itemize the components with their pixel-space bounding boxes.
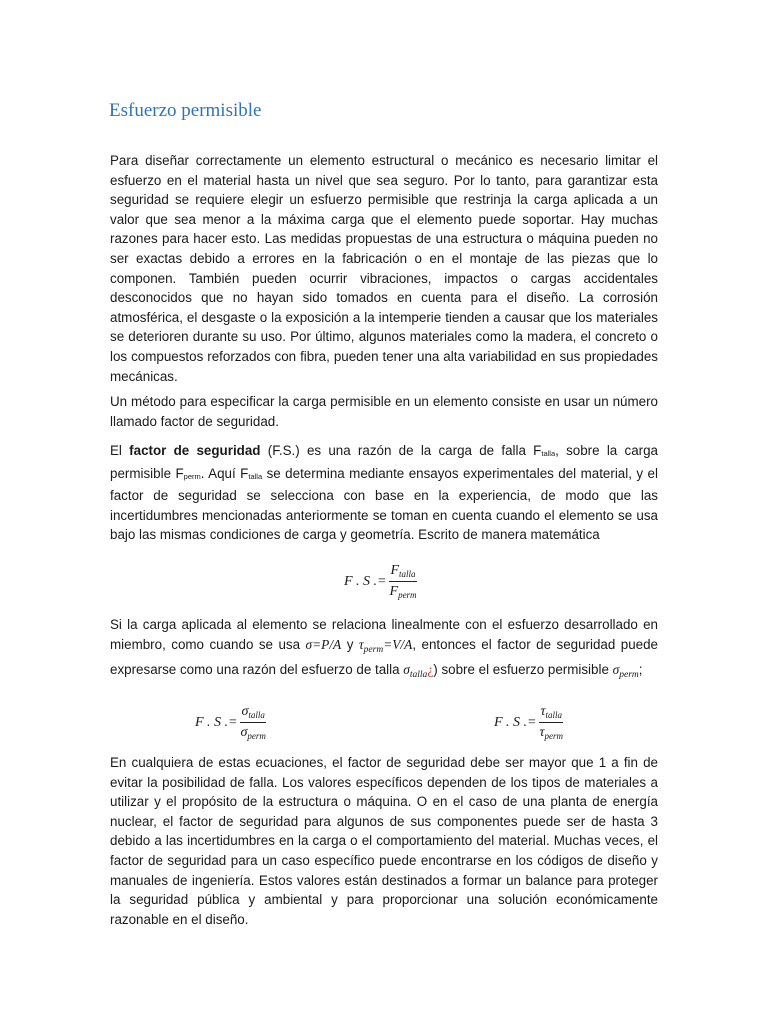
paragraph-safety-factor	[110, 441, 658, 545]
symbol: F	[389, 584, 399, 599]
subscript: perm	[183, 471, 201, 481]
subscript: talla	[545, 710, 563, 720]
paragraph-intro: Para diseñar correctamente un elemento estructural o mecánico es necesario limitar el esfuerzo en el material hasta un nivel que sea seguro. Por lo tanto, para garantizar esta seguridad se requiere elegir un esfuerzo permisible que restrinja la carga aplicada a un valor que sea menor a la máxima carga que el elemento puede soportar. Hay muchas razones para hacer esto. Las medidas propuestas de una estructura o máquina pueden no ser exactas debido a errores en la fabricación o en el montaje de las piezas que lo componen. También pueden ocurrir vibraciones, impactos o cargas accidentales desconocidos que no hayan sido tomados en cuenta para el diseño. La corrosión atmosférica, el desgaste o la exposición a la intemperie tienden a causar que los materiales se deterioren durante su uso. Por último, algunos materiales como la madera, el concreto o los compuestos reforzados con fibra, pueden tener una alta variabilidad en sus propiedades mecánicas.	[110, 153, 658, 384]
subscript: talla	[409, 670, 428, 681]
text: (F.S.) es una razón de la carga de falla F	[260, 443, 542, 458]
subscript: talla	[248, 710, 265, 720]
symbol: ¿	[427, 662, 434, 678]
equation-lhs: F . S .=	[195, 714, 238, 730]
paragraph-linear-relation	[110, 615, 658, 686]
symbol: τ	[358, 636, 364, 652]
symbol: σ	[241, 704, 249, 719]
subscript: talla	[399, 569, 416, 579]
equation-lhs: F . S .=	[494, 714, 537, 730]
inline-math	[612, 662, 639, 681]
equation-fs-force	[344, 563, 418, 600]
subscript: perm	[544, 731, 564, 741]
text: ;	[638, 662, 643, 678]
symbol: F	[390, 563, 400, 578]
text: , entonces el factor de seguridad puede expresarse como una razón del esfuerzo de talla	[110, 636, 659, 678]
text: Si la carga aplicada al elemento se relaciona linealmente con el esfuerzo desarrollado en miembro, como cuando se usa	[110, 617, 658, 652]
denominator	[539, 723, 565, 741]
denominator	[240, 723, 267, 741]
fraction	[240, 704, 267, 741]
numerator	[389, 563, 416, 582]
inline-math	[358, 636, 413, 655]
section-heading: Esfuerzo permisible	[109, 100, 262, 121]
symbol: σ	[403, 662, 410, 678]
paragraph-method: Un método para especificar la carga permisible en un elemento consiste en usar un número llamado factor de seguridad.	[110, 394, 658, 429]
subscript: perm	[247, 731, 266, 741]
text: ) sobre el esfuerzo permisible	[433, 662, 613, 678]
text: se determina mediante ensayos experimentales del material, y el factor de seguridad se selecciona con base en la experiencia, de modo que las incertidumbres mencionadas anteriormente se toman en cuenta cuando el elemento se usa bajo las mismas condiciones de carga y geometría. Escrito de manera matemática	[110, 465, 658, 543]
text: . Aquí F	[200, 465, 249, 481]
symbol: σ	[240, 725, 248, 740]
numerator	[240, 704, 265, 723]
inline-math	[403, 662, 434, 681]
text: , sobre la carga permisible F	[110, 443, 658, 481]
symbol: τ	[540, 704, 546, 719]
subscript: perm	[398, 590, 417, 600]
subscript: perm	[363, 644, 384, 655]
equation-fs-sigma	[195, 704, 267, 741]
denominator	[389, 582, 418, 600]
symbol: τ	[539, 725, 545, 740]
subscript: talla	[541, 449, 556, 458]
numerator	[539, 704, 563, 723]
subscript: perm	[619, 670, 639, 681]
symbol: =V/A	[383, 636, 413, 652]
subscript: talla	[248, 471, 263, 481]
symbol: σ	[612, 662, 620, 678]
inline-math: σ=P/A	[305, 636, 342, 652]
paragraph-conclusion: En cualquiera de estas ecuaciones, el factor de seguridad debe ser mayor que 1 a fin de evitar la posibilidad de falla. Los valores específicos dependen de los tipos de materiales a utilizar y el propósito de la estructura o máquina. O en el caso de una planta de energía nuclear, el factor de seguridad para algunos de sus componentes puede ser de hasta 3 debido a las incertidumbres en la carga o el comportamiento del material. Muchas veces, el factor de seguridad para un caso específico puede encontrarse en los códigos de diseño y manuales de ingeniería. Estos valores están destinados a formar un balance para proteger la seguridad pública y ambiental y para proporcionar una solución económicamente razonable en el diseño.	[110, 755, 658, 927]
fraction	[539, 704, 565, 741]
bold-term: factor de seguridad	[129, 443, 261, 458]
text: y	[341, 636, 359, 652]
fraction	[389, 563, 418, 600]
equation-lhs: F . S .=	[344, 573, 387, 589]
equation-fs-tau	[494, 704, 564, 741]
text: El	[110, 443, 130, 458]
